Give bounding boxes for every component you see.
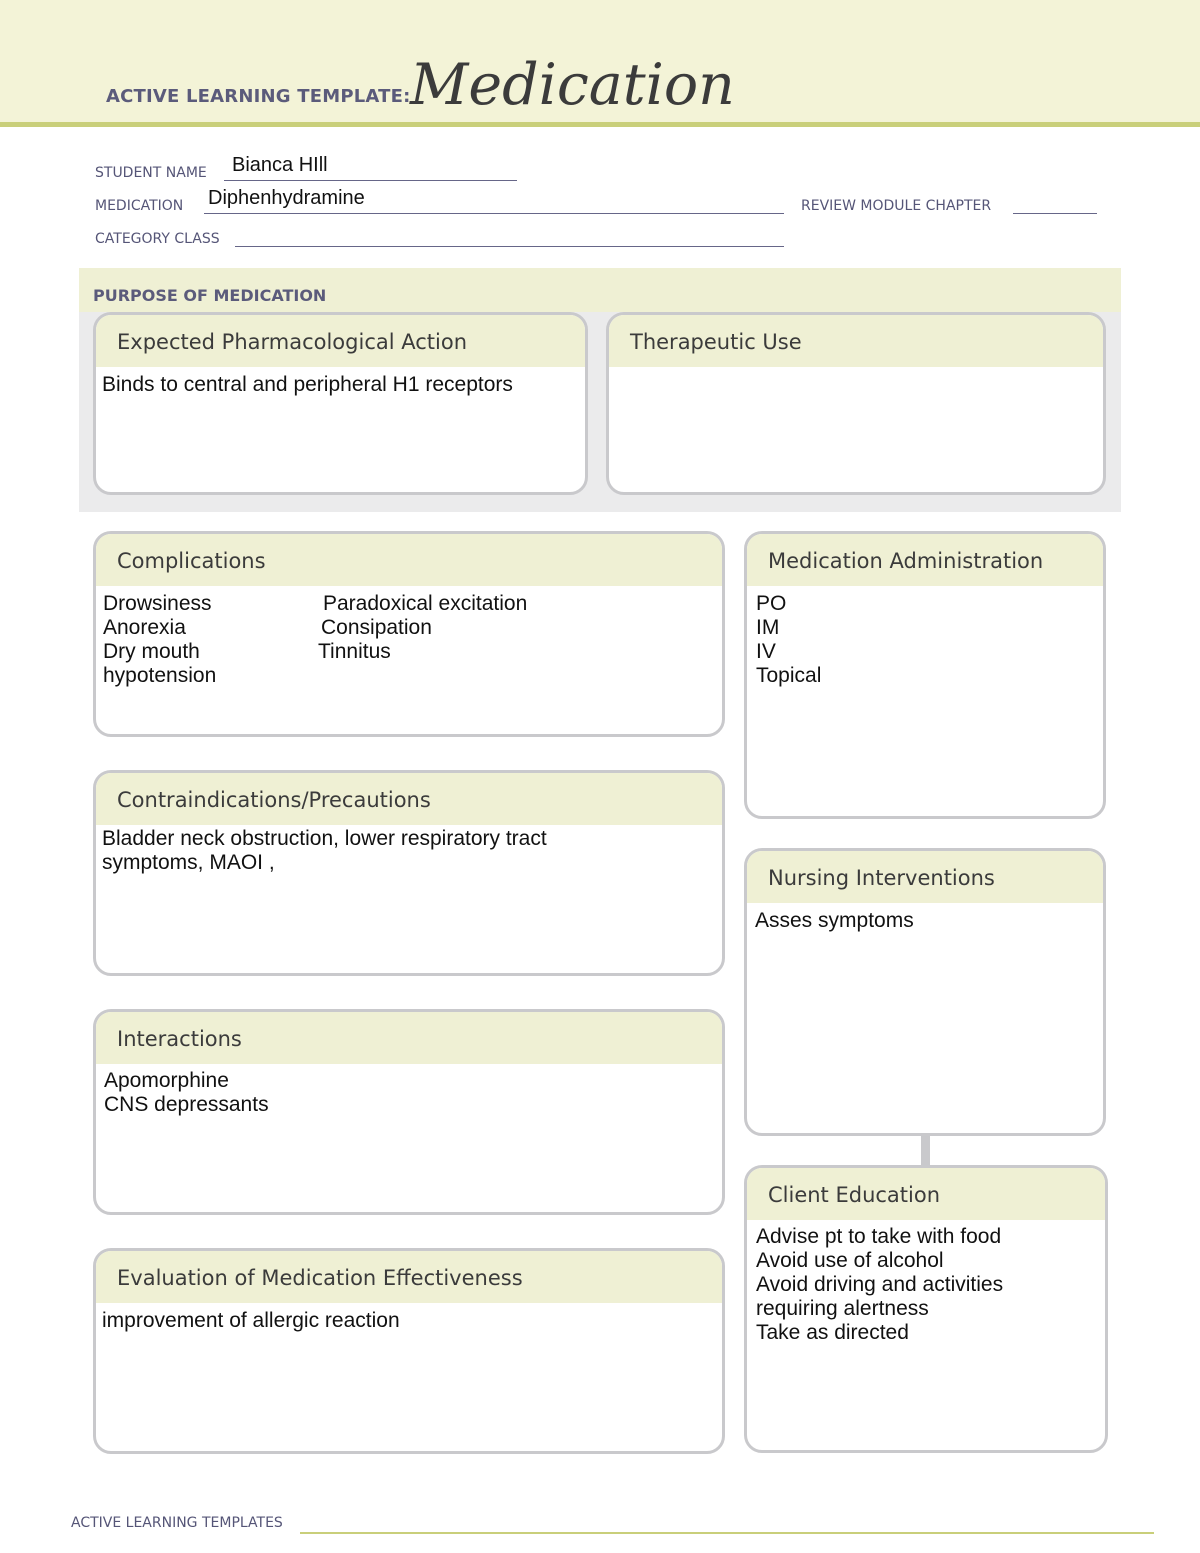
text-line: Bladder neck obstruction, lower respiratory tract (102, 827, 547, 850)
student-name-label: STUDENT NAME (95, 165, 207, 181)
review-module-label: REVIEW MODULE CHAPTER (801, 198, 992, 214)
nursing-interventions-box (744, 848, 1106, 1136)
template-label: ACTIVE LEARNING TEMPLATE: (106, 86, 411, 107)
text-line: Consipation (321, 616, 432, 639)
text-line: Asses symptoms (755, 909, 914, 932)
text-line: Avoid use of alcohol (756, 1249, 944, 1272)
text-line: Binds to central and peripheral H1 receptors (102, 373, 513, 396)
text-line: Paradoxical excitation (323, 592, 528, 615)
client-education-title: Client Education (768, 1183, 941, 1207)
medication-administration-title: Medication Administration (768, 549, 1044, 573)
complications-box (93, 531, 725, 737)
text-line: requiring alertness (756, 1297, 929, 1320)
text-line: Apomorphine (104, 1069, 229, 1092)
evaluation-box (93, 1248, 725, 1454)
complications-title: Complications (117, 549, 266, 573)
interactions-text[interactable] (104, 1069, 712, 1117)
contraindications-box (93, 770, 725, 976)
medication-administration-text[interactable] (756, 592, 1093, 688)
category-class-underline (235, 246, 784, 247)
medication-administration-box (744, 531, 1106, 819)
text-line: Drowsiness (103, 592, 212, 615)
purpose-label: PURPOSE OF MEDICATION (93, 286, 327, 305)
interactions-box (93, 1009, 725, 1215)
medication-underline (204, 213, 784, 214)
text-line: symptoms, MAOI , (102, 851, 275, 874)
text-line: Anorexia (103, 616, 186, 639)
therapeutic-use-box (606, 312, 1106, 495)
text-line: CNS depressants (104, 1093, 269, 1116)
box-connector (921, 1135, 930, 1167)
template-title: Medication (410, 52, 735, 118)
text-line: Advise pt to take with food (756, 1225, 1002, 1248)
student-name-underline (224, 180, 517, 181)
evaluation-title: Evaluation of Medication Effectiveness (117, 1266, 523, 1290)
text-line: Tinnitus (318, 640, 391, 663)
text-line: improvement of allergic reaction (102, 1309, 400, 1332)
student-name-field[interactable]: Bianca HIll (232, 154, 328, 176)
medication-label: MEDICATION (95, 198, 184, 214)
category-class-label: CATEGORY CLASS (95, 231, 220, 247)
complications-col2[interactable] (318, 592, 712, 664)
therapeutic-use-title: Therapeutic Use (630, 330, 802, 354)
footer-divider (300, 1532, 1154, 1534)
expected-action-text[interactable] (102, 373, 575, 397)
review-module-underline (1013, 213, 1097, 214)
evaluation-text[interactable] (102, 1309, 712, 1333)
text-line: IM (756, 616, 780, 639)
client-education-text[interactable] (756, 1225, 1095, 1345)
text-line: IV (756, 640, 776, 663)
contraindications-text[interactable] (102, 827, 712, 875)
header-divider (0, 122, 1200, 127)
footer-label: ACTIVE LEARNING TEMPLATES (71, 1515, 283, 1531)
nursing-interventions-title: Nursing Interventions (768, 866, 995, 890)
text-line: Avoid driving and activities (756, 1273, 1004, 1296)
nursing-interventions-text[interactable] (755, 909, 1093, 933)
text-line: Topical (756, 664, 822, 687)
expected-action-title: Expected Pharmacological Action (117, 330, 468, 354)
text-line: Dry mouth (103, 640, 200, 663)
text-line: Take as directed (756, 1321, 909, 1344)
expected-action-box (93, 312, 588, 495)
text-line: hypotension (103, 664, 217, 687)
contraindications-title: Contraindications/Precautions (117, 788, 431, 812)
interactions-title: Interactions (117, 1027, 242, 1051)
medication-field[interactable]: Diphenhydramine (208, 187, 365, 209)
text-line: PO (756, 592, 787, 615)
client-education-box (744, 1165, 1108, 1453)
